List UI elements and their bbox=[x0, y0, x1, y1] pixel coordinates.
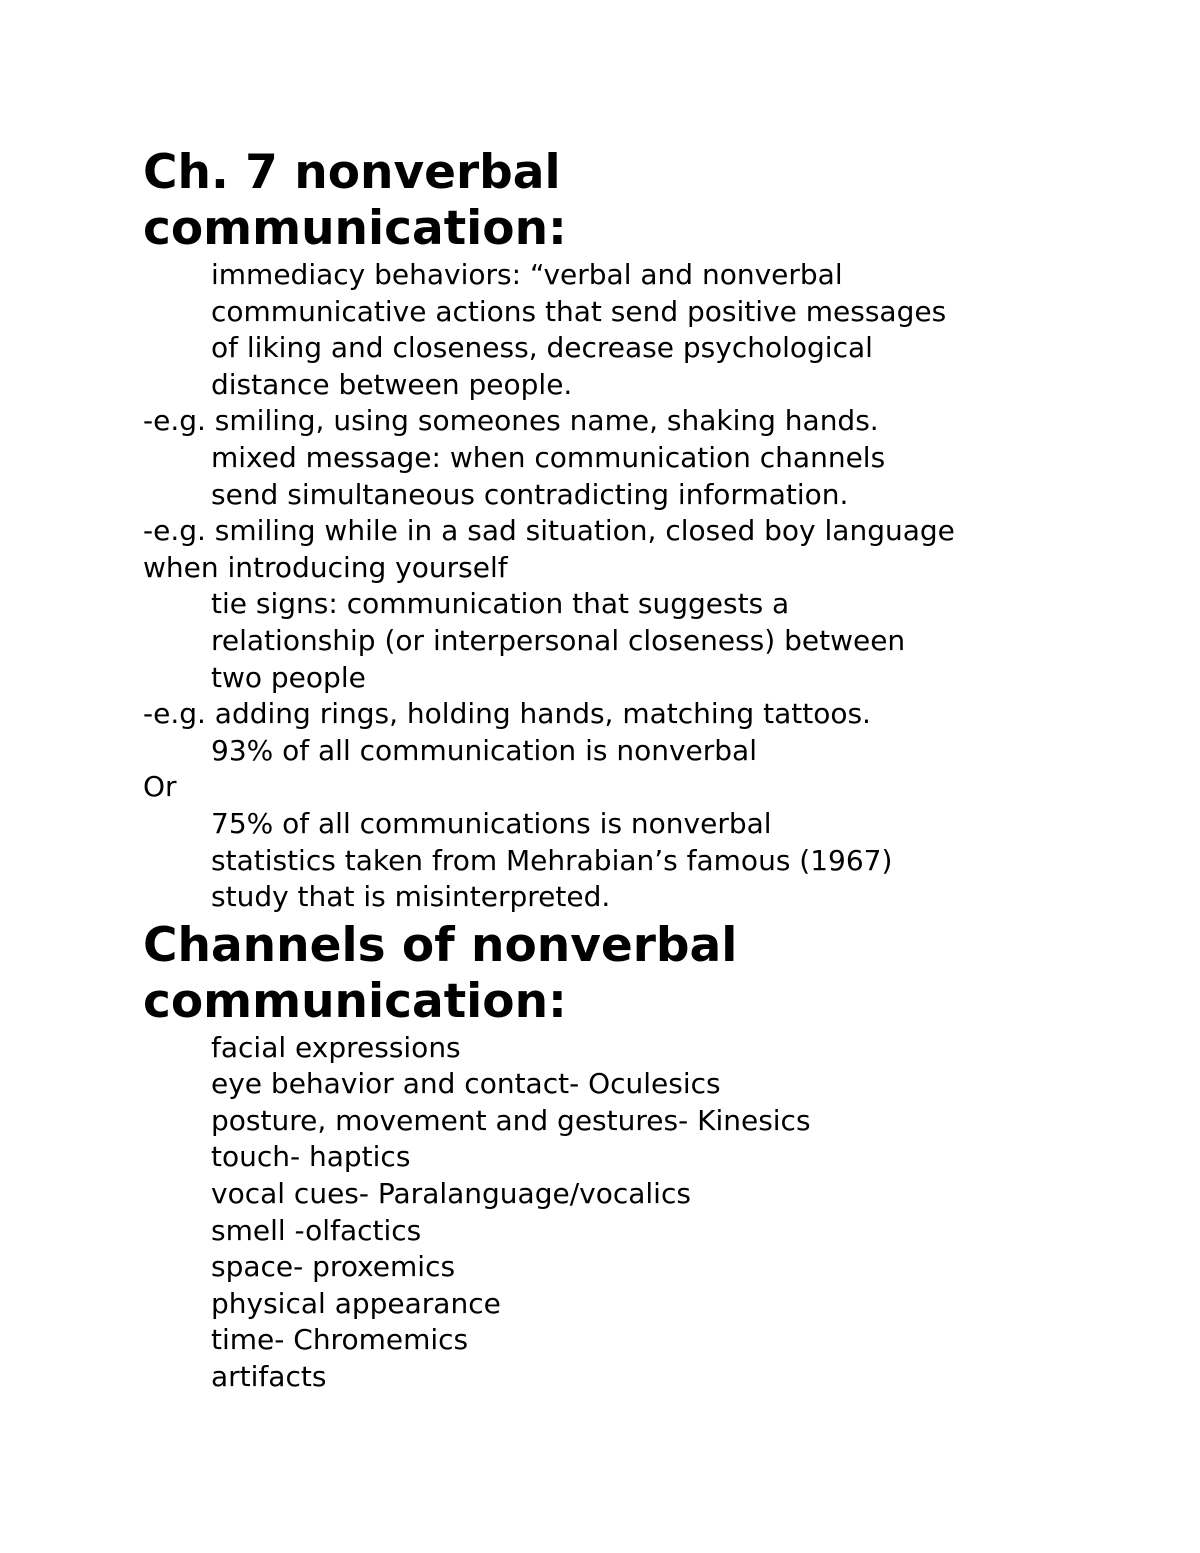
channel-item: facial expressions bbox=[211, 1030, 461, 1064]
text-line: send simultaneous contradicting information. bbox=[211, 477, 849, 511]
text-line: 93% of all communication is nonverbal bbox=[211, 733, 757, 767]
text-line: of liking and closeness, decrease psychological bbox=[211, 331, 873, 365]
channel-item: vocal cues- Paralanguage/vocalics bbox=[211, 1177, 691, 1211]
channel-item: time- Chromemics bbox=[211, 1323, 469, 1357]
channel-item: eye behavior and contact- Oculesics bbox=[211, 1067, 721, 1101]
channel-item: artifacts bbox=[211, 1360, 327, 1394]
text-line: communicative actions that send positive messages bbox=[211, 294, 947, 328]
channel-item: posture, movement and gestures- Kinesics bbox=[211, 1103, 811, 1137]
channel-item: touch- haptics bbox=[211, 1140, 411, 1174]
text-line: mixed message: when communication channels bbox=[211, 440, 886, 474]
text-line: immediacy behaviors: “verbal and nonverbal bbox=[211, 258, 843, 291]
channel-item: space- proxemics bbox=[211, 1250, 456, 1284]
example-line: when introducing yourself bbox=[143, 550, 508, 584]
text-line: two people bbox=[211, 660, 366, 694]
channel-item: physical appearance bbox=[211, 1286, 501, 1320]
text-line: 75% of all communications is nonverbal bbox=[211, 806, 772, 840]
text-line: statistics taken from Mehrabian’s famous (1967) bbox=[211, 843, 893, 877]
example-line: -e.g. adding rings, holding hands, matching tattoos. bbox=[143, 697, 871, 731]
section2-heading-line2: communication: bbox=[143, 973, 567, 1029]
document-page bbox=[143, 145, 1103, 1396]
section1-heading-line1: Ch. 7 nonverbal bbox=[143, 145, 561, 200]
section1-heading-line2: communication: bbox=[143, 201, 567, 256]
example-line: -e.g. smiling while in a sad situation, closed boy language bbox=[143, 514, 955, 548]
text-line: distance between people. bbox=[211, 367, 573, 401]
example-line: -e.g. smiling, using someones name, shaking hands. bbox=[143, 404, 879, 438]
or-line: Or bbox=[143, 770, 177, 804]
text-line: relationship (or interpersonal closeness) between bbox=[211, 623, 906, 657]
text-line: study that is misinterpreted. bbox=[211, 880, 611, 914]
section2-heading-line1: Channels of nonverbal bbox=[143, 917, 738, 973]
channel-item: smell -olfactics bbox=[211, 1213, 422, 1247]
text-line: tie signs: communication that suggests a bbox=[211, 587, 790, 621]
